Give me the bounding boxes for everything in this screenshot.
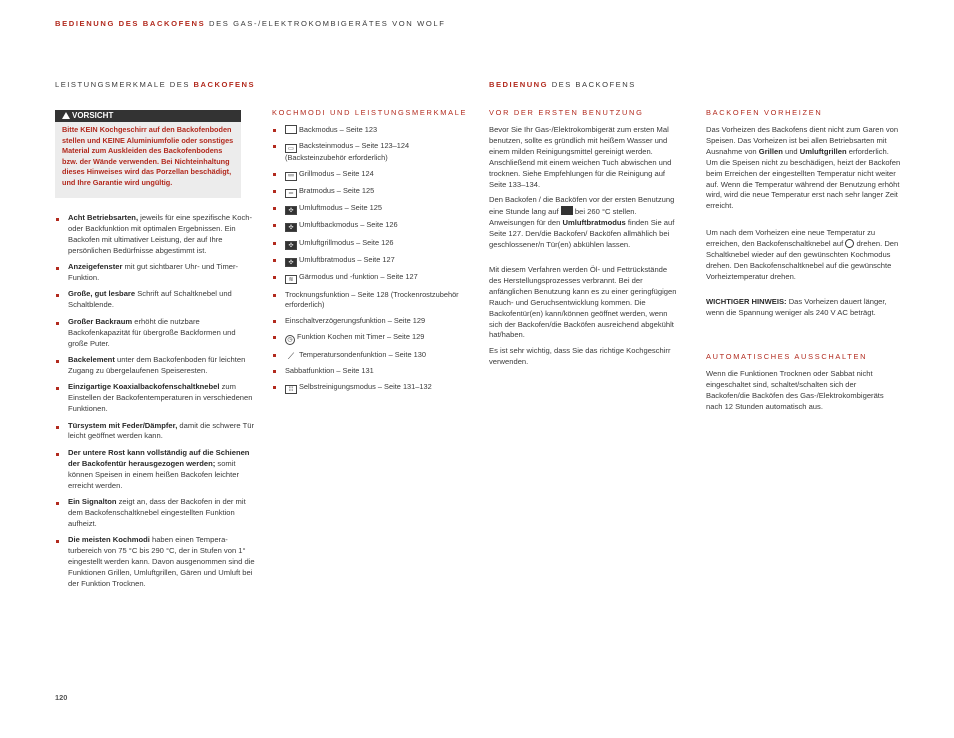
feature-item <box>55 421 255 443</box>
pre-p1-bold2: Umluftgrillen <box>799 146 847 156</box>
warning-text: Bitte KEIN Kochgeschirr auf den Backofenboden stellen und KEINE Aluminiumfolie oder sonstiges Material zum Auskleiden des Backofenbodens bzw. der Wände verwenden. Bei Nichteinhaltung dieses Hinweises wird das Porzellan beschädigt, und Ihre Garantie wird ungültig. <box>62 125 234 187</box>
operation-paragraph-1: Bevor Sie Ihr Gas-/Elektrokombigerät zum ersten Mal benutzen, sollte es gründlich mit heißem Wasser und einem milden Reinigungsmittel gereinigt werden. Anschließend mit einem weichen Tuch abwischen und trocknen. Siehe Empfehlungen für die Reinigung auf Seite 133–134. <box>489 125 672 189</box>
operation-paragraph-4: Es ist sehr wichtig, dass Sie das richtige Kochgeschirr verwenden. <box>489 346 671 366</box>
feature-title: Der untere Rost kann vollständig auf die Schienen der Backofentür herausgezogen werden; <box>68 447 250 468</box>
mode-item <box>272 332 472 345</box>
mode-item <box>272 366 472 377</box>
mode-item <box>272 272 472 284</box>
feature-text: somit können Speisen in einem heißen Backofen leichter erreicht werden. <box>68 458 239 490</box>
feature-title: Große, gut lesbare <box>68 289 136 299</box>
feature-text: zeigt an, dass der Backofen in der mit dem Backofenschaltknebel eingestellten Funktion aufheizt. <box>68 496 246 528</box>
roast-icon: ═ <box>285 189 297 198</box>
feature-text: jeweils für eine spezifische Koch- oder Backfunktion mit optimalen Ergebnissen. Ein Backofen mit ultimativer Leistung, der auf Ihre persönlichen Bedürfnisse abgestimmt ist. <box>68 213 253 255</box>
convection-icon: ✣ <box>285 206 297 215</box>
pre-p1-b: und <box>784 146 798 156</box>
mode-item <box>272 350 472 361</box>
preheat-paragraph-2 <box>706 228 901 283</box>
operation-paragraph-3: Mit diesem Verfahren werden Öl- und Fettrückstände des Herstellungsprozesses verbrannt. Bei der anfänglichen Benutzung kann es zu einer geringfügigen Rauch- und Geruchsentwicklung kommen. Die Backofentür(en) kann/können geöffnet werden, wenn sich der Backofen/die Backöfen ausreichend abgekühlt hat/haben. <box>489 265 677 340</box>
mode-item <box>272 169 472 181</box>
mode-item <box>272 203 472 215</box>
feature-item <box>55 382 255 415</box>
op-p2-c: finden Sie auf Seite 127. Den/die Backofen/ Backöfen allmählich bei geschlossener/n Tür(en) abkühlen lassen. <box>489 217 675 249</box>
header-rest: DES GAS-/ELEKTROKOMBIGERÄTES VON WOLF <box>209 19 446 28</box>
features-section-red: BACKOFENS <box>193 80 256 89</box>
running-header <box>55 19 445 28</box>
convection-broil-icon: ✣ <box>285 241 297 250</box>
mode-item <box>272 125 472 136</box>
pre-p3-text: Das Vorheizen dauert länger, wenn die Spannung weniger als 240 V AC beträgt. <box>706 297 887 317</box>
feature-text: damit die schwere Tür leicht geöffnet werden kann. <box>68 420 254 441</box>
timer-icon: ◷ <box>285 335 295 345</box>
feature-item <box>55 355 255 377</box>
header-bold: BEDIENUNG DES BACKOFENS <box>55 19 206 28</box>
feature-text: mit gut sichtbarer Uhr- und Timer-Funktion. <box>68 262 239 283</box>
pre-p1-bold1: Grillen <box>758 146 783 156</box>
op-p2-b: bei 260 °C stellen. Anweisungen für den <box>489 206 637 227</box>
mode-label: Backsteinmodus – Seite 123–124 (Backsteinzubehör erforderlich) <box>285 140 410 162</box>
feature-text: erhöht die nutzbare Backofenkapazität für übergroße Backformen und große Puter. <box>68 316 236 348</box>
feature-item <box>55 213 255 257</box>
mode-item <box>272 238 472 250</box>
convection-roast-icon <box>561 206 573 215</box>
proof-icon: ≋ <box>285 275 297 284</box>
page-number: 120 <box>55 693 68 702</box>
features-section-title <box>55 80 255 89</box>
mode-item <box>272 220 472 232</box>
pre-p2-a: Um nach dem Vorheizen eine neue Temperatur zu erreichen, den Backofenschaltknebel auf <box>706 228 876 248</box>
feature-text: unter dem Backofenboden für leichten Zugang zu übergelaufenen Speiseresten. <box>68 354 246 375</box>
off-position-icon <box>845 239 854 248</box>
feature-title: Acht Betriebsarten, <box>68 213 139 222</box>
auto-shutoff-heading: AUTOMATISCHES AUSSCHALTEN <box>706 352 868 361</box>
features-section-prefix: LEISTUNGSMERKMALE DES <box>55 80 190 89</box>
mode-item <box>272 290 472 311</box>
mode-label: Trocknungsfunktion – Seite 128 (Trockenrostzubehör erforderlich) <box>285 289 459 310</box>
mode-item <box>272 316 472 327</box>
feature-item <box>55 448 255 492</box>
pre-p1-c: erforderlich. Um die Speisen nicht zu beschädigen, heizt der Backofen beim Erreichen der eingestellten Temperatur nicht weiter auf. Wenn die Temperatur während der Benutzung erhöht wird, wird die neue Temperatur erst nach sehr langer Zeit erreicht. <box>706 146 901 211</box>
feature-text: haben einen Temperaturbereich von 75 °C bis 290 °C, der in Stufen von 1° eingestellt werden kann. Davon ausgenommen sind die Funktionen Grillen, Umluftgrillen, Gären und Umluft bei der Funktion Trocknen. <box>68 535 255 588</box>
mode-label: Sabbatfunktion – Seite 131 <box>285 366 374 376</box>
self-clean-icon: ⁞⁞⁞ <box>285 385 297 394</box>
operation-section-red: BEDIENUNG <box>489 80 549 89</box>
mode-label: Umluftgrillmodus – Seite 126 <box>299 237 394 247</box>
mode-label: Selbstreinigungsmodus – Seite 131–132 <box>299 382 432 392</box>
op-p2-a: Den Backofen / die Backöfen vor der ersten Benutzung eine Stunde lang auf <box>489 195 675 216</box>
mode-label: Funktion Kochen mit Timer – Seite 129 <box>297 331 425 341</box>
pre-p2-b: drehen. Den Schaltknebel wieder auf den gewünschten Kochmodus drehen. Den Backofenschaltknebel auf die gewünschte Vorheiztemperatur drehen. <box>706 238 899 281</box>
feature-item <box>55 262 255 284</box>
feature-title: Großer Backraum <box>68 316 133 326</box>
features-list <box>55 213 255 595</box>
feature-item <box>55 497 255 530</box>
warning-header <box>55 110 241 122</box>
operation-section-title <box>489 80 636 89</box>
operation-paragraph-2 <box>489 195 679 251</box>
feature-title: Türsystem mit Feder/Dämpfer, <box>68 420 178 430</box>
preheat-paragraph-3 <box>706 297 901 319</box>
before-first-use-heading: VOR DER ERSTEN BENUTZUNG <box>489 108 644 117</box>
pre-p1-a: Das Vorheizen des Backofens dient nicht zum Garen von Speisen. Das Vorheizen ist bei allen Betriebsarten mit Ausnahme von <box>706 125 899 156</box>
mode-label: Grillmodus – Seite 124 <box>299 168 374 178</box>
feature-text: zum Einstellen der Backofentemperaturen in verschiedenen Funktionen. <box>68 382 253 414</box>
warning-box <box>55 110 241 198</box>
pre-p3-bold: WICHTIGER HINWEIS: <box>706 297 787 306</box>
mode-item <box>272 255 472 267</box>
mode-label: Gärmodus und -funktion – Seite 127 <box>299 272 418 282</box>
feature-title: Einzigartige Koaxialbackofenschaltknebel <box>68 382 220 392</box>
mode-label: Backmodus – Seite 123 <box>299 125 378 134</box>
probe-icon: ⟋ <box>287 351 295 362</box>
op-p2-bold: Umluftbratmodus <box>562 217 626 227</box>
mode-label: Umluftmodus – Seite 125 <box>299 203 382 213</box>
modes-heading: KOCHMODI UND LEISTUNGSMERKMALE <box>272 108 468 117</box>
operation-section-rest: DES BACKOFENS <box>551 80 636 89</box>
feature-title: Backelement <box>68 354 115 364</box>
warning-icon <box>62 112 70 119</box>
feature-item <box>55 317 255 350</box>
broil-icon: ᵛᵛᵛ <box>285 172 297 181</box>
modes-list <box>272 125 472 399</box>
preheat-paragraph-1 <box>706 125 901 212</box>
bake-icon <box>285 125 297 134</box>
mode-item <box>272 141 472 164</box>
feature-title: Ein Signalton <box>68 496 117 506</box>
convection-roast-icon: ✣ <box>285 258 297 267</box>
stone-icon: ▭ <box>285 144 297 153</box>
feature-title: Die meisten Kochmodi <box>68 535 150 545</box>
feature-text: Schrift auf Schaltknebel und Schaltblende. <box>68 289 232 310</box>
mode-label: Temperatursondenfunktion – Seite 130 <box>299 350 426 360</box>
feature-item <box>55 289 255 311</box>
warning-label: VORSICHT <box>72 111 114 120</box>
feature-item <box>55 535 255 590</box>
mode-label: Bratmodus – Seite 125 <box>299 185 375 195</box>
preheat-heading: BACKOFEN VORHEIZEN <box>706 108 823 117</box>
mode-item <box>272 382 472 394</box>
auto-shutoff-paragraph: Wenn die Funktionen Trocknen oder Sabbat nicht eingeschaltet sind, schaltet/schalten sich der Backofen/die Backöfen des Gas-/Elektrokombigeräts nach 12 Stunden automatisch aus. <box>706 369 884 411</box>
mode-item <box>272 186 472 198</box>
mode-label: Umluftbratmodus – Seite 127 <box>299 255 395 265</box>
mode-label: Umluftbackmodus – Seite 126 <box>299 220 398 230</box>
mode-label: Einschaltverzögerungsfunktion – Seite 129 <box>285 315 426 325</box>
convection-bake-icon: ✣ <box>285 223 297 232</box>
feature-title: Anzeigefenster <box>68 262 123 272</box>
